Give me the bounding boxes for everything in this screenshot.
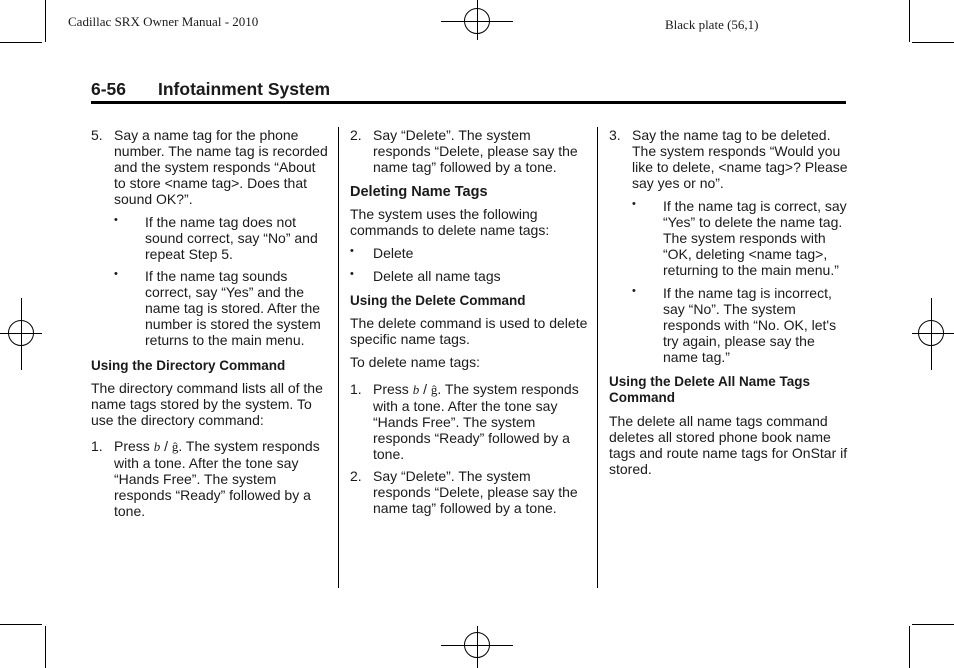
list-item-step-3: 3. Say the name tag to be deleted. The system responds “Would you like to delete, <name tag>? Please say yes or no”. (609, 127, 848, 191)
list-item-step-5: 5. Say a name tag for the phone number. The name tag is recorded and the system responds “About to store <name tag>. Does that sound OK?”. (91, 127, 328, 207)
crop-mark (0, 42, 42, 43)
bullet-item: • If the name tag is incorrect, say “No”. The system responds with “No. OK, let's try again, please say the name tag.” (632, 285, 837, 365)
print-header-right: Black plate (56,1) (665, 17, 759, 32)
list-item-step-1: 1. Press b / ĝ. The system responds with a tone. After the tone say “Hands Free”. The system responds “Ready” followed by a tone. (350, 381, 579, 462)
voice-icon: ĝ (171, 439, 179, 454)
column-2 (350, 127, 588, 516)
bullet-item: • If the name tag sounds correct, say “Yes” and the name tag is stored. After the number is stored the system returns to the main menu. (114, 268, 321, 348)
bullet-icon: • (632, 198, 636, 210)
paragraph: The delete command is used to delete specific name tags. (350, 315, 588, 347)
column-divider (597, 127, 598, 588)
section-title: Infotainment System (158, 79, 331, 99)
crop-mark (909, 0, 910, 42)
bullet-icon: • (632, 285, 636, 297)
crop-mark (909, 626, 910, 668)
subheading-delete: Using the Delete Command (350, 293, 526, 308)
paragraph: To delete name tags: (350, 354, 480, 370)
crop-mark (45, 626, 46, 668)
bullet-item: • If the name tag is correct, say “Yes” to delete the name tag. The system responds with “OK, deleting <name tag>, returning to the main menu.” (632, 198, 847, 278)
column-3 (609, 127, 849, 477)
heading-deleting-name-tags: Deleting Name Tags (350, 184, 488, 200)
voice-icon: ĝ (430, 382, 438, 397)
subheading-directory: Using the Directory Command (91, 358, 286, 373)
bullet-icon: • (114, 214, 118, 226)
bullet-icon: • (350, 268, 354, 280)
bullet-item: • Delete all name tags (350, 268, 501, 284)
subheading-delete-all: Using the Delete All Name Tags Command (609, 374, 811, 405)
page-number: 6-56 (91, 79, 127, 99)
list-item-step-1: 1. Press b / ĝ. The system responds with a tone. After the tone say “Hands Free”. The system responds “Ready” followed by a tone. (91, 438, 320, 519)
bullet-item: • Delete (350, 245, 414, 261)
bullet-item: • If the name tag does not sound correct, say “No” and repeat Step 5. (114, 214, 318, 262)
crop-mark (0, 624, 42, 625)
print-header-left: Cadillac SRX Owner Manual - 2010 (68, 14, 259, 29)
paragraph: The directory command lists all of the name tags stored by the system. To use the directory command: (91, 380, 323, 428)
crop-mark (912, 42, 954, 43)
column-divider (338, 127, 339, 588)
paragraph: The delete all name tags command deletes all stored phone book name tags and route name tags for OnStar if stored. (609, 413, 848, 477)
header-rule (91, 101, 846, 104)
paragraph: The system uses the following commands to delete name tags: (350, 206, 550, 238)
phone-icon: b (412, 382, 420, 397)
list-item-step-2: 2. Say “Delete”. The system responds “Delete, please say the name tag” followed by a tone. (350, 127, 578, 175)
column-1 (91, 127, 331, 519)
bullet-icon: • (350, 245, 354, 257)
phone-icon: b (153, 439, 161, 454)
crop-mark (45, 0, 46, 42)
list-item-step-2: 2. Say “Delete”. The system responds “Delete, please say the name tag” followed by a tone. (350, 468, 578, 516)
bullet-icon: • (114, 268, 118, 280)
crop-mark (912, 624, 954, 625)
